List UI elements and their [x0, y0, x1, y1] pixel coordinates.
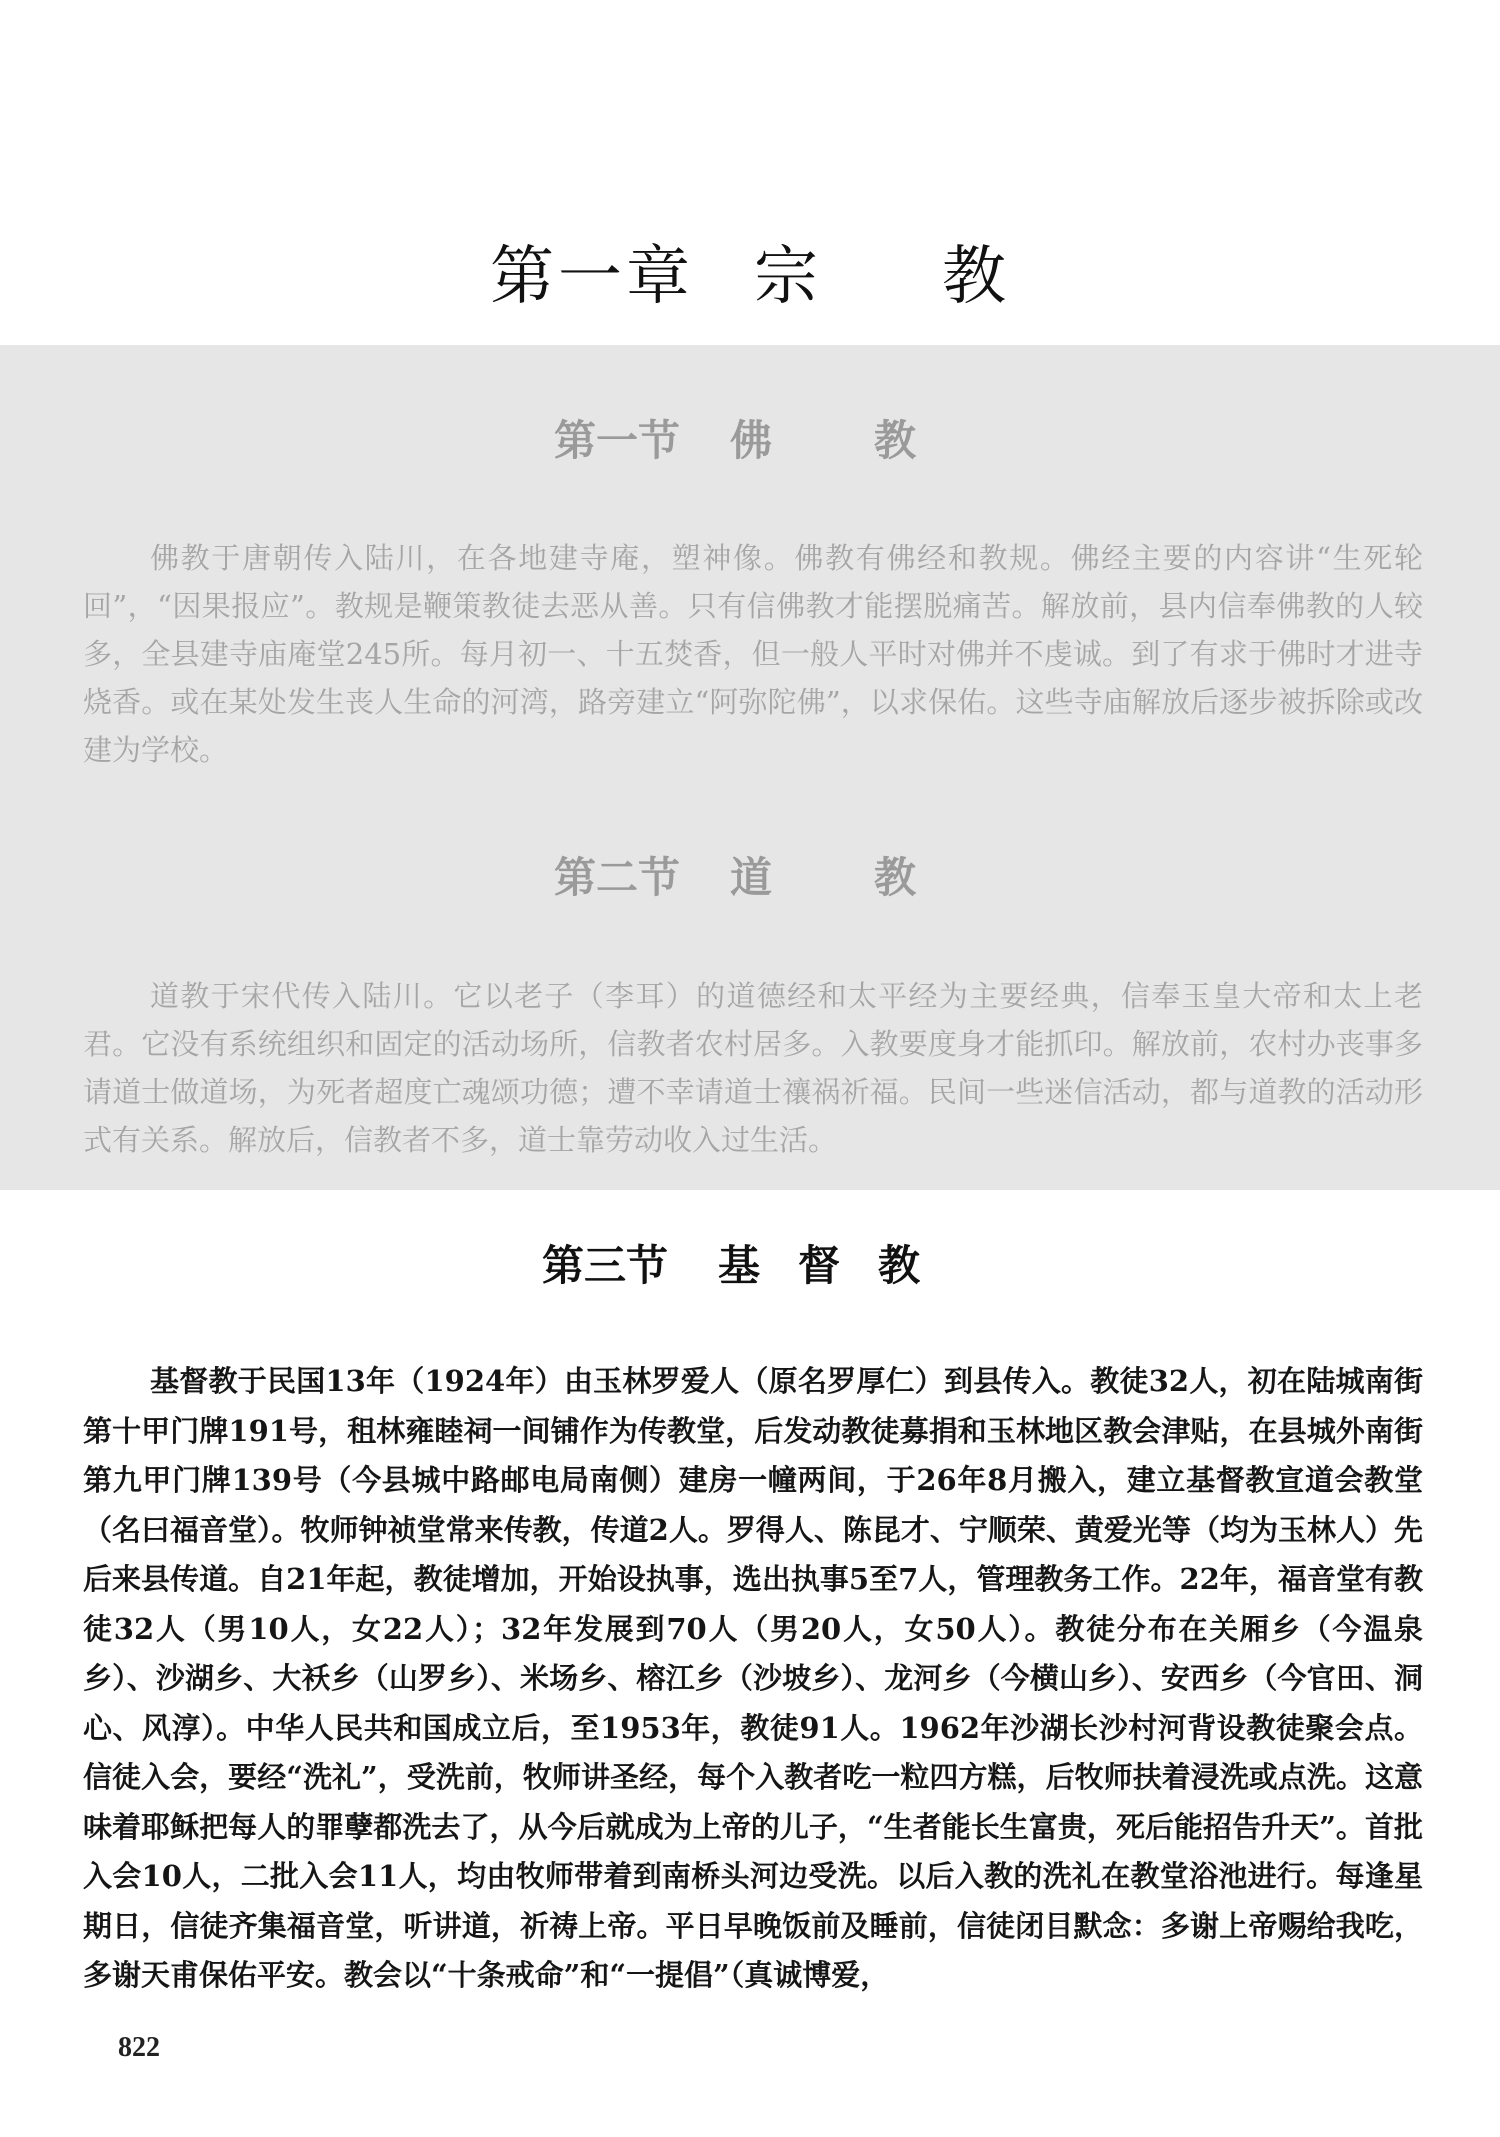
section-1-title — [0, 408, 1500, 468]
section-2-number: 第二节 — [553, 853, 680, 902]
section-2-paragraph: 道教于宋代传入陆川。它以老子（李耳）的道德经和太平经为主要经典，信奉玉皇大帝和太上老君。它没有系统组织和固定的活动场所，信教者农村居多。入教要度身才能抓印。解放前，农村办丧事多请道士做道场，为死者超度亡魂颂功德；遭不幸请道士禳祸祈福。民间一些迷信活动，都与道教的活动形式有关系。解放后，信教者不多，道士靠劳动收入过生活。 — [83, 979, 1423, 1157]
section-3-name: 基督教 — [718, 1241, 959, 1290]
section-2-title — [0, 845, 1500, 905]
section-1-number: 第一节 — [553, 416, 680, 465]
chapter-number: 第一章 — [490, 240, 694, 314]
section-1-name: 佛 教 — [730, 416, 947, 465]
section-2-name: 道 教 — [730, 853, 947, 902]
section-3-number: 第三节 — [541, 1241, 668, 1290]
section-1-paragraph: 佛教于唐朝传入陆川，在各地建寺庵，塑神像。佛教有佛经和教规。佛经主要的内容讲“生死轮回”，“因果报应”。教规是鞭策教徒去恶从善。只有信佛教才能摆脱痛苦。解放前，县内信奉佛教的人较多，全县建寺庙庵堂245所。每月初一、十五焚香，但一般人平时对佛并不虔诚。到了有求于佛时才进寺烧香。或在某处发生丧人生命的河湾，路旁建立“阿弥陀佛”，以求保佑。这些寺庙解放后逐步被拆除或改建为学校。 — [83, 541, 1423, 767]
chapter-title — [0, 225, 1500, 317]
page-number: 822 — [118, 2032, 160, 2063]
section-3-paragraph: 基督教于民国13年（1924年）由玉林罗爱人（原名罗厚仁）到县传入。教徒32人，初在陆城南街第十甲门牌191号，租林雍睦祠一间铺作为传教堂，后发动教徒募捐和玉林地区教会津贴，在县城外南街第九甲门牌139号（今县城中路邮电局南侧）建房一幢两间，于26年8月搬入，建立基督教宣道会教堂（名曰福音堂）。牧师钟祯堂常来传教，传道2人。罗得人、陈昆才、宁顺荣、黄爱光等（均为玉林人）先后来县传道。自21年起，教徒增加，开始设执事，选出执事5至7人，管理教务工作。22年，福音堂有教徒32人（男10人，女22人）；32年发展到70人（男20人，女50人）。教徒分布在关厢乡（今温泉乡）、沙湖乡、大袄乡（山罗乡）、米场乡、榕江乡（沙坡乡）、龙河乡（今横山乡）、安西乡（今官田、洞心、风淳）。中华人民共和国成立后，至1953年，教徒91人。1962年沙湖长沙村河背设教徒聚会点。信徒入会，要经“洗礼”，受洗前，牧师讲圣经，每个入教者吃一粒四方糕，后牧师扶着浸洗或点洗。这意味着耶稣把每人的罪孽都洗去了，从今后就成为上帝的儿子，“生者能长生富贵，死后能招告升天”。首批入会10人，二批入会11人，均由牧师带着到南桥头河边受洗。以后入教的洗礼在教堂浴池进行。每逢星期日，信徒齐集福音堂，听讲道，祈祷上帝。平日早晚饭前及睡前，信徒闭目默念：多谢上帝赐给我吃，多谢天甫保佑平安。教会以“十条戒命”和“一提倡”（真诚博爱， — [83, 1364, 1423, 1992]
chapter-word-2: 教 — [942, 240, 1010, 314]
section-3-title — [0, 1233, 1500, 1293]
chapter-word-1: 宗 — [754, 240, 822, 314]
